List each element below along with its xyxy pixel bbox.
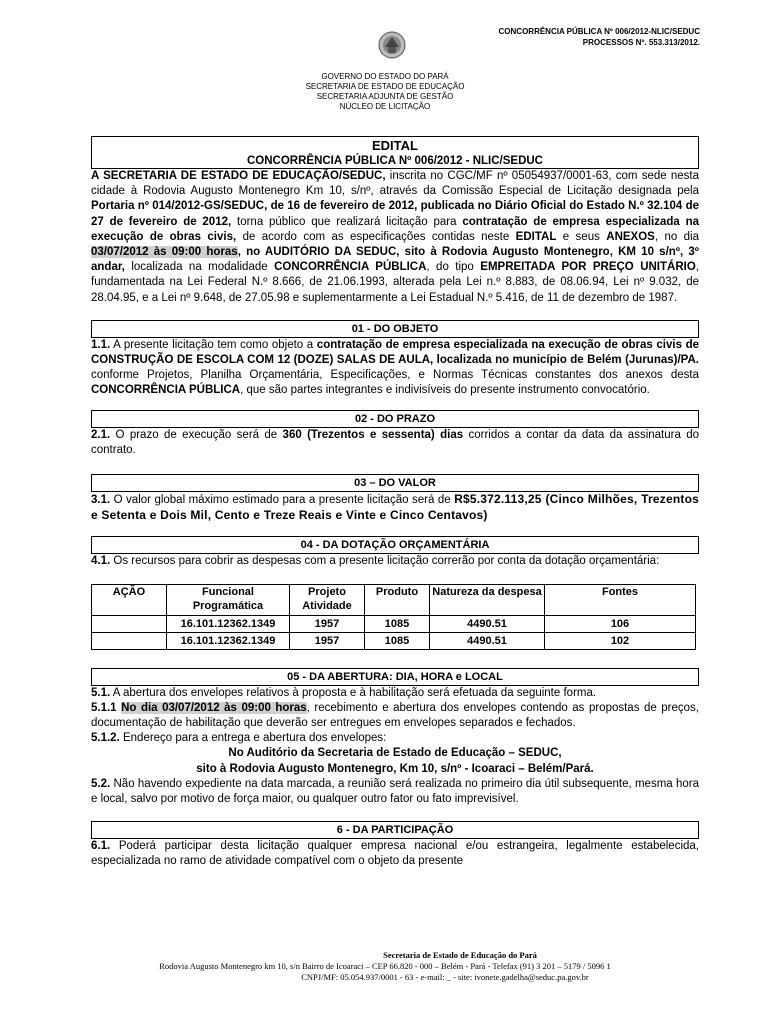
clause-part: , que são partes integrantes e indivisíveis do presente instrumento convocatório.	[240, 384, 650, 397]
clause-part: , recebimento e abertura dos envelopes contendo as propostas de preços, documentação de habilitação que deverão ser entregues em envelopes separados e fechados.	[91, 701, 699, 730]
clause-number: 2.1.	[91, 428, 111, 441]
address-line-2: sito à Rodovia Augusto Montenegro, Km 10, s/nº - Icoaraci – Belém/Pará.	[196, 762, 594, 775]
dotacao-table	[91, 584, 696, 650]
table-cell: 4490.51	[430, 632, 545, 649]
gov-line-1: GOVERNO DO ESTADO DO PARÁ	[321, 72, 449, 81]
clause-5-1	[91, 686, 699, 701]
intro-part: CONCORRÊNCIA PÚBLICA	[274, 261, 427, 274]
header-line-1: CONCORRÊNCIA PÚBLICA Nº 006/2012-NLIC/SEDUC	[498, 27, 700, 36]
intro-part: EMPREITADA POR PREÇO UNITÁRIO	[480, 261, 696, 274]
clause-part: conforme Projetos, Planilha Orçamentária, Especificações, e Normas Técnicas constantes dos anexos desta	[91, 369, 699, 382]
col-header: Fontes	[545, 584, 696, 615]
section-prazo-title: 02 - DO PRAZO	[91, 410, 699, 428]
valor-amount: R$5.372.113,25 (Cinco Milhões, Trezentos e Setenta e Dois Mil, Cento e Treze Reais e Vinte e Cinco Centavos)	[91, 492, 699, 523]
section-objeto-title: 01 - DO OBJETO	[91, 320, 699, 338]
section-valor-title: 03 – DO VALOR	[91, 474, 699, 492]
table-cell: 102	[545, 632, 696, 649]
abertura-date-highlight: No dia 03/07/2012 às 09:00 horas	[121, 701, 307, 714]
col-header: Produto	[365, 584, 430, 615]
abertura-address	[91, 746, 699, 776]
col-header: Funcional Programática	[167, 584, 290, 615]
address-line-1: No Auditório da Secretaria de Estado de Educação – SEDUC,	[228, 747, 562, 760]
intro-part: Portaria nº 014/2012-GS/SEDUC, de 16 de fevereiro de 2012, publicada no Diário Oficial do Estado N.º 32.104 de 27 de fevereiro de 2012,	[91, 200, 699, 228]
header-line-2: PROCESSOS Nº. 553.313/2012.	[582, 38, 700, 47]
clause-part: Poderá participar desta licitação qualquer empresa nacional e/ou estrangeira, legalmente estabelecida, especializada no ramo de atividade compatível com o objeto da presente	[91, 840, 699, 868]
clause-part: Endereço para a entrega e abertura dos envelopes:	[119, 732, 387, 745]
document-body	[91, 136, 699, 870]
clause-number: 5.1.2.	[91, 732, 120, 745]
col-header: AÇÃO	[92, 584, 167, 615]
table-cell: 1085	[365, 632, 430, 649]
clause-number: 1.1.	[91, 338, 111, 351]
intro-part: contratação de empresa especializada na execução de obras civis,	[91, 215, 700, 243]
page-footer	[0, 950, 770, 983]
edital-subtitle: CONCORRÊNCIA PÚBLICA Nº 006/2012 - NLIC/SEDUC	[246, 155, 543, 167]
table-cell	[92, 632, 167, 649]
intro-part: e seus	[556, 230, 607, 243]
footer-line-1: Secretaria de Estado de Educação do Pará	[383, 950, 537, 960]
section-objeto-text	[91, 338, 699, 399]
intro-part: inscrita no CGC/MF nº 05054937/0001-63, com sede nesta cidade à Rodovia Augusto Montenegro Km 10, s/nº, através da Comissão Especial de Licitação designada pela	[91, 170, 699, 198]
header-reference	[499, 26, 700, 48]
section-dotacao-title: 04 - DA DOTAÇÃO ORÇAMENTÁRIA	[91, 536, 699, 554]
table-cell: 16.101.12362.1349	[167, 632, 290, 649]
edital-title-box	[91, 136, 699, 169]
clause-part: A abertura dos envelopes relativos à proposta e à habilitação será efetuada da seguinte forma.	[110, 686, 597, 699]
intro-part: torna público que realizará licitação para	[231, 215, 463, 228]
state-seal-icon	[377, 30, 407, 60]
intro-part: ANEXOS	[606, 230, 655, 243]
section-abertura-title: 05 - DA ABERTURA: DIA, HORA e LOCAL	[91, 668, 699, 686]
clause-number: 3.1.	[91, 494, 111, 507]
table-cell: 106	[545, 615, 696, 632]
intro-part: , fundamentada na Lei Federal N.º 8.666, de 21.06.1993, alterada pela Lei n.º 8.883, de 08.06.94, Lei nº 9.032, de 28.04.95, e a Lei nº 9.648, de 27.05.98 e suplementarmente a Lei Estadual N.º 5.416, de 11 de dezembro de 1987.	[91, 261, 699, 304]
intro-date-highlight: 03/07/2012 às 09:00 horas	[91, 246, 238, 259]
footer-line-2: Rodovia Augusto Montenegro km 10, s/n Bairro de Icoaraci – CEP 66.820 - 000 – Belém - Pará - Telefax (91) 3 201 – 5179 / 5096 1	[159, 961, 611, 971]
table-row	[92, 632, 696, 649]
footer-line-3: CNPJ/MF: 05.054.937/0001 - 63 - e-mail: _ - site: ivonete.gadelha@seduc.pa.gov.br	[301, 972, 589, 982]
table-cell: 4490.51	[430, 615, 545, 632]
intro-part: de acordo com as especificações contidas neste	[236, 230, 516, 243]
intro-part: , no dia	[654, 230, 699, 243]
clause-part: 360 (Trezentos e sessenta) dias	[282, 428, 464, 441]
table-cell: 1957	[290, 615, 365, 632]
table-cell	[92, 615, 167, 632]
gov-line-3: SECRETARIA ADJUNTA DE GESTÃO	[316, 92, 454, 101]
clause-part: contratação de empresa especializada na execução de obras civis de CONSTRUÇÃO DE ESCOLA COM 12 (DOZE) SALAS DE AULA, localizada no município de Belém (Jurunas)/PA.	[91, 338, 699, 367]
clause-number: 4.1.	[91, 555, 111, 568]
gov-line-4: NÚCLEO DE LICITAÇÃO	[339, 102, 431, 111]
section-participacao-title: 6 - DA PARTICIPAÇÃO	[91, 821, 699, 839]
government-heading	[0, 72, 770, 112]
table-header-row	[92, 584, 696, 615]
clause-part: O prazo de execução será de	[110, 428, 283, 441]
table-cell: 1085	[365, 615, 430, 632]
clause-part: corridos a contar da data da assinatura do contrato.	[91, 428, 700, 456]
intro-part: , no AUDITÓRIO DA SEDUC, sito à Rodovia Augusto Montenegro, KM 10 s/nº, 3º andar,	[91, 246, 699, 274]
intro-part: , do tipo	[426, 261, 481, 274]
clause-part: A presente licitação tem como objeto a	[110, 338, 317, 351]
clause-number: 5.1.	[91, 686, 111, 699]
clause-5-2	[91, 777, 699, 807]
table-row	[92, 615, 696, 632]
clause-part: O valor global máximo estimado para a presente licitação será de	[110, 494, 455, 507]
section-valor-text	[91, 492, 699, 524]
intro-part: localizada na modalidade	[124, 261, 275, 274]
clause-number: 6.1.	[91, 840, 111, 853]
clause-5-1-2	[91, 731, 699, 746]
clause-number: 5.1.1	[91, 701, 117, 714]
col-header: Natureza da despesa	[430, 584, 545, 615]
table-cell: 16.101.12362.1349	[167, 615, 290, 632]
intro-part: A SECRETARIA DE ESTADO DE EDUCAÇÃO/SEDUC,	[91, 170, 386, 182]
clause-5-1-1	[91, 701, 699, 731]
clause-number: 5.2.	[91, 777, 111, 790]
intro-paragraph	[91, 169, 699, 306]
clause-part: CONCORRÊNCIA PÚBLICA	[91, 384, 241, 397]
gov-line-2: SECRETARIA DE ESTADO DE EDUCAÇÃO	[305, 82, 465, 91]
col-header: Projeto Atividade	[290, 584, 365, 615]
clause-part: Não havendo expediente na data marcada, a reunião será realizada no primeiro dia útil subsequente, mesma hora e local, salvo por motivo de força maior, ou qualquer outro fator ou fato imprevisível.	[91, 777, 699, 806]
edital-title: EDITAL	[372, 138, 418, 153]
section-participacao-text	[91, 839, 699, 869]
intro-part: EDITAL	[515, 230, 557, 243]
clause-part: Os recursos para cobrir as despesas com a presente licitação correrão por conta da dotação orçamentária:	[110, 555, 660, 568]
section-dotacao-text	[91, 554, 699, 569]
table-cell: 1957	[290, 632, 365, 649]
section-prazo-text	[91, 428, 699, 458]
